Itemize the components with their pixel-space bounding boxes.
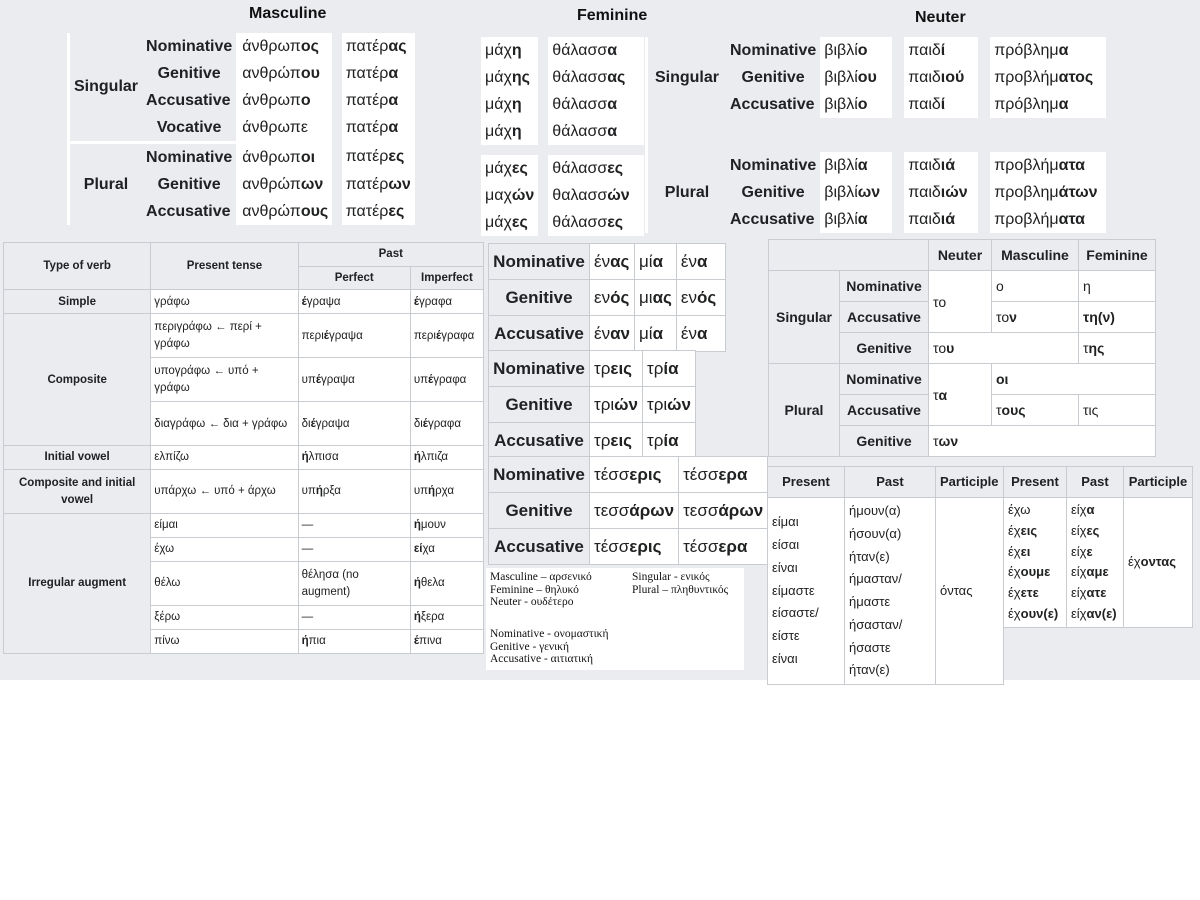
verb-type-composite: Composite [4, 314, 151, 446]
noun-form: προβλήματα [990, 206, 1106, 233]
masculine-declension-table [67, 33, 412, 233]
article-form: τη(ν) [1079, 302, 1156, 333]
noun-form: πρόβλημα [990, 91, 1106, 118]
noun-form: μάχης [481, 64, 538, 91]
case-label: Nominative [840, 271, 929, 302]
article-form: ο [992, 271, 1079, 302]
numeral-form: τέσσερις [590, 529, 679, 565]
numeral-form: μιας [635, 280, 677, 316]
verb-augment-table [3, 242, 484, 654]
present-form: περιγράφω ← περί + γράφω [151, 314, 298, 358]
perfect-form: έγραψα [298, 290, 410, 314]
perfect-form: διέγραψα [298, 402, 410, 446]
present-form: διαγράφω ← δια + γράφω [151, 402, 298, 446]
noun-form: πατέρες [342, 198, 415, 225]
article-form: τον [992, 302, 1079, 333]
glossary-number: Singular - ενικός Plural – πληθυντικός [632, 571, 729, 596]
glossary-gender: Masculine – αρσενικό Feminine – θηλυκό Neuter - ουδέτερο [490, 571, 592, 608]
case-label: Nominative [146, 37, 233, 55]
perfect-form: ήπια [298, 630, 410, 654]
noun-form: προβλήματα [990, 152, 1106, 179]
perfect-form: ήλπισα [298, 446, 410, 470]
numeral-form: μία [635, 244, 677, 280]
present-form: υπογράφω ← υπό + γράφω [151, 358, 298, 402]
imperfect-form: έπινα [410, 630, 483, 654]
noun-form: μάχες [481, 155, 538, 182]
imperfect-form: ήξερα [410, 606, 483, 630]
numeral-form: μία [635, 316, 677, 352]
numeral-four-table [488, 456, 768, 565]
numeral-form: τριών [590, 387, 643, 423]
imperfect-form: ήλπιζα [410, 446, 483, 470]
perfect-form: θέλησα (no augment) [298, 562, 410, 606]
verb-echo-table [1003, 466, 1193, 628]
present-form: υπάρχω ← υπό + άρχω [151, 470, 298, 514]
case-label: Nominative [489, 351, 590, 387]
noun-form: βιβλίου [820, 64, 892, 91]
article-form: των [929, 426, 1156, 457]
row-group-plural: Plural [83, 175, 129, 193]
case-label: Genitive [157, 175, 221, 193]
noun-form: παιδιά [904, 152, 978, 179]
case-label: Nominative [489, 457, 590, 493]
noun-form: πρόβλημα [990, 37, 1106, 64]
numeral-form: τέσσερα [679, 529, 768, 565]
header-present: Present [1004, 467, 1067, 498]
case-label: Genitive [741, 68, 805, 86]
noun-form: άνθρωπος [236, 33, 332, 60]
present-form: γράφω [151, 290, 298, 314]
case-label: Genitive [741, 183, 805, 201]
numeral-form: τρεις [590, 351, 643, 387]
present-form: έχω [151, 538, 298, 562]
numeral-form: ένα [676, 244, 725, 280]
noun-form: ανθρώπων [236, 171, 332, 198]
present-form: είμαι [151, 514, 298, 538]
noun-form: παιδί [904, 91, 978, 118]
header-present-tense: Present tense [151, 243, 298, 290]
noun-form: ανθρώπους [236, 198, 332, 225]
participle-form: όντας [936, 498, 1004, 685]
numeral-one-table [488, 243, 726, 352]
noun-form: μάχη [481, 91, 538, 118]
numeral-form: έναν [590, 316, 635, 352]
article-form: οι [992, 364, 1156, 395]
noun-form: άνθρωποι [236, 143, 332, 172]
verb-type-composite-initial-vowel: Composite and initial vowel [4, 470, 151, 514]
row-group-plural: Plural [769, 364, 840, 457]
case-label: Genitive [840, 426, 929, 457]
noun-form: θάλασσας [548, 64, 644, 91]
present-forms: είμαι είσαι είναι είμαστε είσαστε/ είστε είναι [768, 498, 845, 685]
noun-form: πατέρες [342, 143, 415, 172]
case-label: Accusative [489, 529, 590, 565]
noun-form: μάχες [481, 209, 538, 236]
past-forms: ήμουν(α) ήσουν(α) ήταν(ε) ήμασταν/ ήμαστε ήσασταν/ ήσαστε ήταν(ε) [845, 498, 936, 685]
case-label: Nominative [489, 244, 590, 280]
feminine-declension-table [481, 37, 644, 236]
row-group-singular: Singular [654, 68, 719, 86]
verb-type-simple: Simple [4, 290, 151, 314]
case-label: Genitive [157, 64, 221, 82]
noun-form: βιβλία [820, 206, 892, 233]
present-form: πίνω [151, 630, 298, 654]
noun-form: βιβλίο [820, 91, 892, 118]
numeral-form: τρεις [590, 423, 643, 459]
case-label: Genitive [489, 493, 590, 529]
case-label: Accusative [730, 95, 815, 113]
perfect-form: περιέγραψα [298, 314, 410, 358]
case-label: Accusative [489, 316, 590, 352]
perfect-form: υπέγραψα [298, 358, 410, 402]
header-participle: Participle [1124, 467, 1193, 498]
numeral-form: τρία [643, 351, 696, 387]
case-label: Vocative [142, 114, 236, 143]
numeral-form: τέσσερις [590, 457, 679, 493]
case-label: Accusative [146, 91, 231, 109]
noun-form: πατέρων [342, 171, 415, 198]
numeral-form: τεσσάρων [679, 493, 768, 529]
noun-form: θάλασσα [548, 91, 644, 118]
noun-form: παιδιών [904, 179, 978, 206]
noun-form: μάχη [481, 118, 538, 145]
noun-form: θάλασσες [548, 209, 644, 236]
header-present: Present [768, 467, 845, 498]
numeral-form: ένας [590, 244, 635, 280]
noun-form: παιδί [904, 37, 978, 64]
noun-form: θαλασσών [548, 182, 644, 209]
noun-form: θάλασσα [548, 37, 644, 64]
header-imperfect: Imperfect [410, 266, 483, 290]
header-past: Past [845, 467, 936, 498]
numeral-three-table [488, 350, 696, 459]
title-neuter: Neuter [915, 9, 966, 26]
header-feminine: Feminine [1079, 240, 1156, 271]
case-label: Nominative [840, 364, 929, 395]
numeral-form: ενός [590, 280, 635, 316]
noun-form: πατέρα [342, 114, 415, 143]
row-group-singular: Singular [69, 33, 143, 143]
title-masculine: Masculine [249, 5, 327, 22]
case-label: Nominative [146, 148, 233, 166]
verb-einai-table [767, 466, 1004, 685]
case-label: Accusative [489, 423, 590, 459]
header-neuter: Neuter [929, 240, 992, 271]
numeral-form: ενός [676, 280, 725, 316]
numeral-form: τρία [643, 423, 696, 459]
case-label: Genitive [489, 387, 590, 423]
past-forms: είχα είχες είχε είχαμε είχατε είχαν(ε) [1067, 498, 1124, 628]
noun-form: παιδιού [904, 64, 978, 91]
header-type-of-verb: Type of verb [4, 243, 151, 290]
imperfect-form: υπέγραφα [410, 358, 483, 402]
numeral-form: τριών [643, 387, 696, 423]
noun-form: ανθρώπου [236, 60, 332, 87]
verb-type-initial-vowel: Initial vowel [4, 446, 151, 470]
perfect-form: — [298, 606, 410, 630]
row-group-plural: Plural [664, 183, 710, 201]
header-masculine: Masculine [992, 240, 1079, 271]
noun-form: μαχών [481, 182, 538, 209]
noun-form: βιβλίο [820, 37, 892, 64]
present-form: ελπίζω [151, 446, 298, 470]
header-participle: Participle [936, 467, 1004, 498]
participle-form: έχοντας [1124, 498, 1193, 628]
article-form: του [929, 333, 1079, 364]
present-form: ξέρω [151, 606, 298, 630]
neuter-declension-table [645, 37, 1106, 233]
article-form: το [929, 271, 992, 333]
article-form: τα [929, 364, 992, 426]
numeral-form: ένα [676, 316, 725, 352]
article-form: της [1079, 333, 1156, 364]
noun-form: προβλήματος [990, 64, 1106, 91]
numeral-form: τέσσερα [679, 457, 768, 493]
case-label: Accusative [840, 395, 929, 426]
imperfect-form: έγραφα [410, 290, 483, 314]
imperfect-form: περιέγραφα [410, 314, 483, 358]
noun-form: βιβλία [820, 152, 892, 179]
definite-article-table [768, 239, 1156, 457]
noun-form: πατέρα [342, 87, 415, 114]
noun-form: άνθρωπε [236, 114, 332, 143]
header-past: Past [298, 243, 483, 267]
case-label: Accusative [840, 302, 929, 333]
verb-type-irregular-augment: Irregular augment [4, 514, 151, 654]
glossary-cases: Nominative - ονομαστική Genitive - γενική Accusative - αιτιατική [490, 628, 609, 665]
header-perfect: Perfect [298, 266, 410, 290]
noun-form: πατέρας [342, 33, 415, 60]
case-label: Nominative [730, 156, 817, 174]
perfect-form: — [298, 538, 410, 562]
imperfect-form: ήμουν [410, 514, 483, 538]
case-label: Genitive [489, 280, 590, 316]
noun-form: προβλημάτων [990, 179, 1106, 206]
perfect-form: υπήρξα [298, 470, 410, 514]
case-label: Genitive [840, 333, 929, 364]
noun-form: θάλασσα [548, 118, 644, 145]
header-past: Past [1067, 467, 1124, 498]
row-group-singular: Singular [769, 271, 840, 364]
noun-form: θάλασσες [548, 155, 644, 182]
noun-form: άνθρωπο [236, 87, 332, 114]
case-label: Accusative [730, 210, 815, 228]
title-feminine: Feminine [577, 7, 648, 24]
glossary-box [486, 568, 744, 670]
article-form: τις [1079, 395, 1156, 426]
imperfect-form: είχα [410, 538, 483, 562]
imperfect-form: διέγραφα [410, 402, 483, 446]
noun-form: παιδιά [904, 206, 978, 233]
present-form: θέλω [151, 562, 298, 606]
imperfect-form: ήθελα [410, 562, 483, 606]
article-form: τους [992, 395, 1079, 426]
noun-form: βιβλίων [820, 179, 892, 206]
imperfect-form: υπήρχα [410, 470, 483, 514]
case-label: Accusative [146, 202, 231, 220]
noun-form: πατέρα [342, 60, 415, 87]
present-forms: έχω έχεις έχει έχουμε έχετε έχουν(ε) [1004, 498, 1067, 628]
numeral-form: τεσσάρων [590, 493, 679, 529]
noun-form: μάχη [481, 37, 538, 64]
perfect-form: — [298, 514, 410, 538]
case-label: Nominative [730, 41, 817, 59]
article-form: η [1079, 271, 1156, 302]
